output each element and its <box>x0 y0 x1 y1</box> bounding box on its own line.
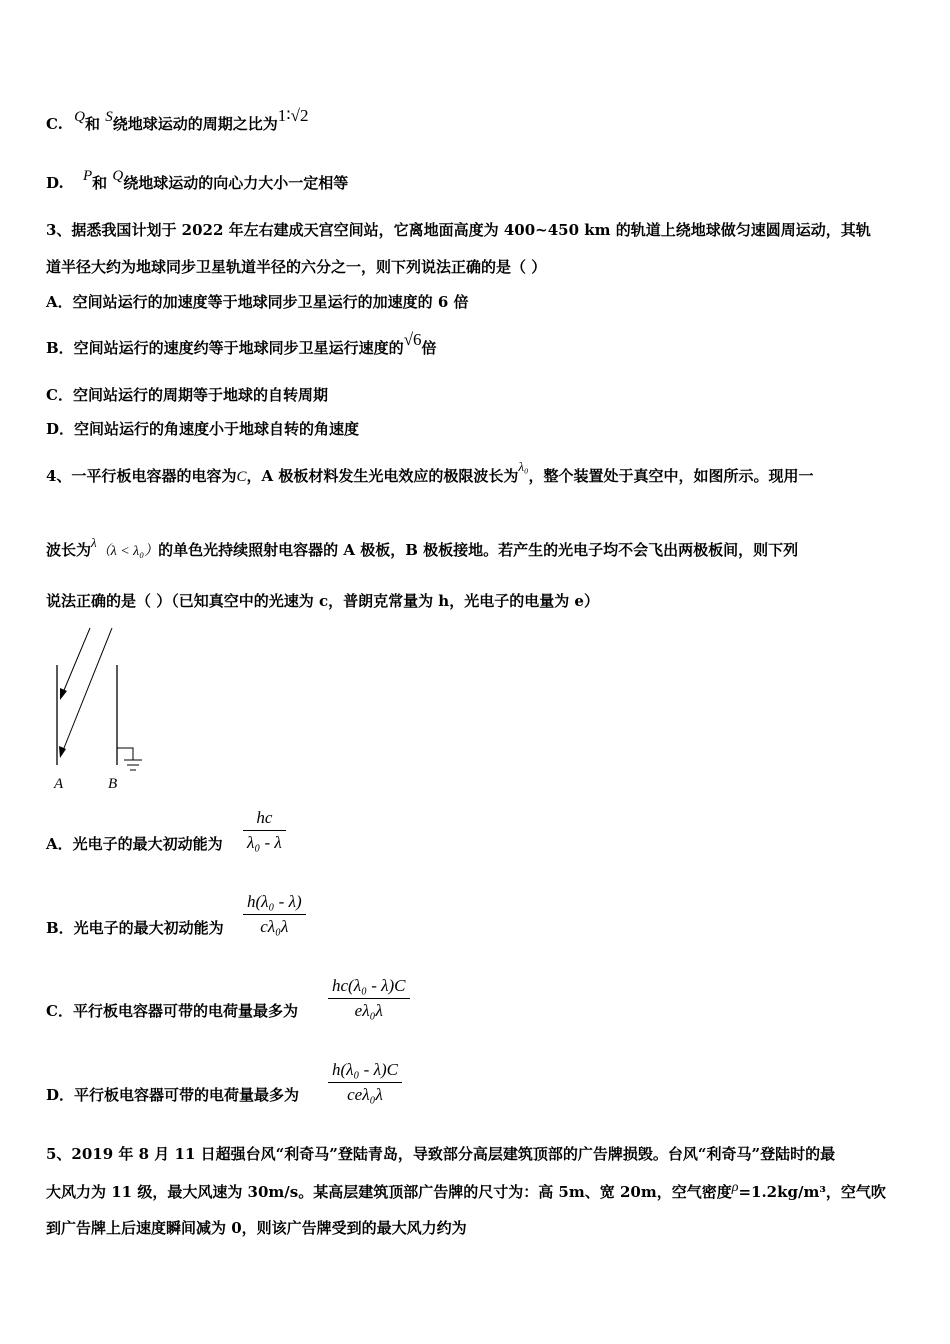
var-s: S <box>105 109 113 125</box>
label-b: B <box>108 776 118 792</box>
q4-stem-line3: 说法正确的是（ ）（已知真空中的光速为 c，普朗克常量为 h，光电子的电量为 e） <box>46 592 599 610</box>
q3-stem-line2: 道半径大约为地球同步卫星轨道半径的六分之一，则下列说法正确的是（ ） <box>46 258 547 276</box>
q4-stem-line2: 波长为λ（λ < λ₀）的单色光持续照射电容器的 A 极板，B 极板接地。若产生的光电子均不会飞出两极板间，则下列 <box>46 535 799 559</box>
arrow-head-2 <box>59 746 66 758</box>
q4-option-d: D．平行板电容器可带的电荷量最多为 <box>46 1086 300 1104</box>
var-q: Q <box>112 168 124 184</box>
q3-option-d: D．空间站运行的角速度小于地球自转的角速度 <box>46 420 360 438</box>
q3-option-b: B．空间站运行的速度约等于地球同步卫星运行速度的√6倍 <box>46 330 437 357</box>
q2-option-c: C. Q和 S绕地球运动的周期之比为1∶√2 <box>46 106 309 133</box>
q5-stem-line3: 到广告牌上后速度瞬间减为 0，则该广告牌受到的最大风力约为 <box>46 1219 467 1237</box>
fraction-a: hc λ₀ - λ <box>243 808 286 853</box>
ground-wire <box>117 748 133 760</box>
q5-stem-line2: 大风力为 11 级，最大风速为 30m/s。某高层建筑顶部广告牌的尺寸为：高 5m、宽 20m，空气密度ρ=1.2kg/m³，空气吹 <box>46 1180 886 1201</box>
q5-stem-line1: 5、2019 年 8 月 11 日超强台风“利奇马”登陆青岛，导致部分高层建筑顶部的广告牌损毁。台风“利奇马”登陆时的最 <box>46 1145 836 1163</box>
q3-stem-line1: 3、据悉我国计划于 2022 年左右建成天宫空间站，它离地面高度为 400~450 km 的轨道上绕地球做匀速圆周运动，其轨 <box>46 221 871 239</box>
q3-option-a: A．空间站运行的加速度等于地球同步卫星运行的加速度的 6 倍 <box>46 293 469 311</box>
ratio-math: 1∶√2 <box>277 106 309 125</box>
label-a: A <box>54 776 64 792</box>
q3-option-c: C．空间站运行的周期等于地球的自转周期 <box>46 386 328 404</box>
fraction-d: h(λ₀ - λ)C ceλ₀λ <box>328 1060 402 1105</box>
q4-option-b: B．光电子的最大初动能为 <box>46 919 224 937</box>
rho-math: ρ <box>731 1180 739 1195</box>
fraction-b: h(λ₀ - λ) cλ₀λ <box>243 892 306 937</box>
var-p: P <box>82 168 93 184</box>
q4-stem-line1: 4、一平行板电容器的电容为C，A 极板材料发生光电效应的极限波长为λ₀，整个装置处于真空中，如图所示。现用一 <box>46 459 814 485</box>
lambda0-math: λ₀ <box>518 459 529 474</box>
light-ray-2 <box>62 628 112 753</box>
sqrt6-math: √6 <box>403 330 422 349</box>
q4-option-c: C．平行板电容器可带的电荷量最多为 <box>46 1002 298 1020</box>
lambda-math: λ <box>91 535 97 550</box>
q4-option-a: A．光电子的最大初动能为 <box>46 835 223 853</box>
lambda-condition: （λ < λ₀） <box>96 544 159 559</box>
q2-option-d: D. P和 Q绕地球运动的向心力大小一定相等 <box>46 168 349 192</box>
var-q: Q <box>74 109 85 125</box>
fraction-c: hc(λ₀ - λ)C eλ₀λ <box>328 976 410 1021</box>
capacitor-figure <box>40 620 160 795</box>
light-ray-1 <box>62 628 90 695</box>
arrow-head-1 <box>60 688 67 700</box>
